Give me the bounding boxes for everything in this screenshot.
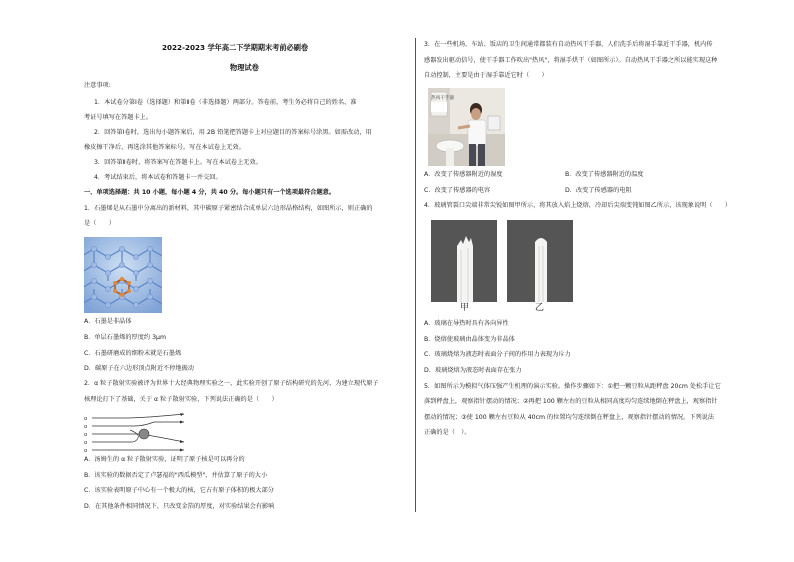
alpha-scattering-diagram <box>84 412 194 456</box>
q1-stem: 1．石墨烯是从石墨中分离出的新材料，其中碳原子紧密结合成单层六边形晶格结构，如图所示，则正确的 <box>84 205 373 212</box>
q5-stem: 5．如图所示为模拟气体压强产生机理的演示实验。操作步骤如下：①把一颗豆粒从距秤盘 20cm 处松手让它 <box>424 383 721 390</box>
alpha-label: α <box>84 424 88 430</box>
glass-tube-jia-image <box>431 220 497 302</box>
q3-stem: 3．在一些机场、车站、饭店的卫生间通常都装有自动热风干手器，人们洗手后将湿手靠近干手器，机内传 <box>424 41 713 48</box>
q1-stem: 是（ ） <box>84 220 115 227</box>
q2-option-b: B．该实验的数据否定了卢瑟福的"西瓜模型"，并估算了原子的大小 <box>84 472 268 479</box>
q3-stem: 感器发出驱动信号，使干手器工作吹出"热风"，将湿手烘干（如图所示）。自动热风干手器之所以能实现这种 <box>424 57 718 64</box>
alpha-label: α <box>84 448 88 454</box>
q2-stem: 核理论打下了基础，关于 α 粒子散射实验，下列说法正确的是（ ） <box>84 396 278 403</box>
q1-option-d: D．碳原子在六边形顶点附近不停地振动 <box>84 365 194 372</box>
graphene-image <box>84 237 162 313</box>
q4-option-b: B．烧熔使玻璃由晶体变为非晶体 <box>424 336 515 343</box>
glass-tube-yi-image <box>507 220 573 302</box>
section-heading: 一、单项选择题：共 10 小题，每小题 4 分，共 40 分。每小题只有一个选项最符合题意。 <box>84 189 336 196</box>
notice-item: 橡皮擦干净后，再选涂其他答案标号。写在本试卷上无效。 <box>84 144 245 151</box>
q2-option-c: C．该实验表明原子中心有一个极大的核，它占有原子体积的极大部分 <box>84 487 274 494</box>
notice-item: 3．回答第Ⅱ卷时，将答案写在答题卡上。写在本试卷上无效。 <box>94 159 262 166</box>
notice-heading: 注意事项: <box>84 82 111 89</box>
q4-option-a: A．玻璃在导热时具有各向异性 <box>424 320 509 327</box>
page-subtitle: 物理试卷 <box>230 63 259 72</box>
q4-option-d: D．玻璃烧熔为液态时表面存在张力 <box>424 367 522 374</box>
page-title: 2022-2023 学年高二下学期期末考前必刷卷 <box>162 43 309 52</box>
label-yi: 乙 <box>535 303 545 313</box>
photo-label: 热风干手器 <box>431 96 454 101</box>
q5-stem: 摆动的情况；③使 100 颗左右豆粒从 40cm 的位置均匀连续倒在秤盘上，观察指针摆动的情况。下列说法 <box>424 414 715 421</box>
q2-option-a: A．汤姆生的 α 粒子散射实验，证明了原子核是可以再分的 <box>84 456 245 463</box>
q2-stem: 2．α 粒子散射实验被评为世界十大经典物理实验之一，此实验开创了原子结构研究的先河，为建立现代原子 <box>84 380 379 387</box>
label-jia: 甲 <box>460 303 470 313</box>
q3-option-d: D．改变了传感器的电阻 <box>565 187 632 194</box>
q4-stem: 4．玻璃管裂口尖端非常尖锐如图甲所示，将其放入焰上烧熔，冷却后尖端变钝如图乙所示，该现象说明（ ） <box>424 202 732 209</box>
column-divider <box>415 38 416 512</box>
q3-option-c: C．改变了传感器的电容 <box>424 187 491 194</box>
notice-item: 1．本试卷分第Ⅰ卷（选择题）和第Ⅱ卷（非选择题）两部分。答卷前，考生务必将自己的姓名、准 <box>94 99 357 106</box>
q1-option-b: B．单层石墨烯的厚度约 3μm <box>84 334 166 341</box>
q1-option-c: C．石墨研磨成的细粉末就是石墨烯 <box>84 350 182 357</box>
q3-option-b: B．改变了传感器附近的温度 <box>565 171 644 178</box>
notice-item: 4．考试结束后，将本试卷和答题卡一并交回。 <box>94 174 222 181</box>
q3-stem: 自动控制，主要是由于湿手靠近它时（ ） <box>424 72 548 79</box>
notice-item: 2．回答第Ⅰ卷时，选出每小题答案后，用 2B 铅笔把答题卡上对应题目的答案标号涂黑。如需改动，用 <box>94 129 372 136</box>
alpha-label: α <box>84 432 88 438</box>
alpha-label: α <box>84 440 88 446</box>
q4-option-c: C．玻璃烧熔为液态时表面分子间的作用力表现为斥力 <box>424 351 571 358</box>
q2-option-d: D．在其他条件相同情况下，只改变金箔的厚度，对实验结果会有影响 <box>84 503 275 510</box>
q5-stem: 正确的是（ ）。 <box>424 429 471 436</box>
hand-dryer-photo <box>428 88 505 166</box>
notice-item: 考证号填写在答题卡上。 <box>84 114 153 121</box>
q3-option-a: A．改变了传感器附近的湿度 <box>424 171 503 178</box>
q1-option-a: A．石墨是非晶体 <box>84 318 132 325</box>
q5-stem: 落到秤盘上，观察指针摆动的情况；②再把 100 颗左右的豆粒从相同高度均匀连续地倒在秤盘上，观察指针 <box>424 398 718 405</box>
alpha-label: α <box>84 416 88 422</box>
